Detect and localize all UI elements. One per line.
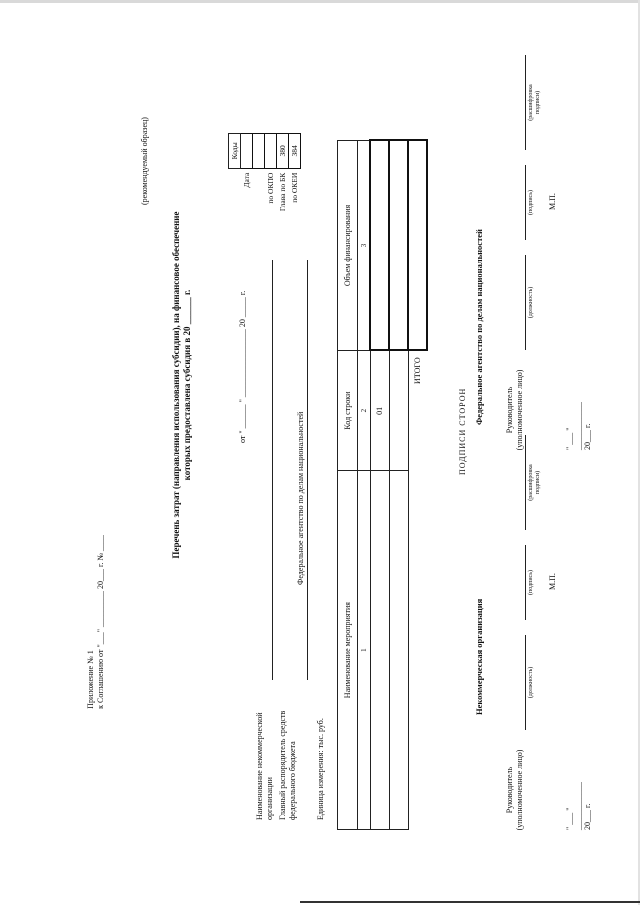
codes-label <box>253 168 265 227</box>
head-label: Руководитель <box>505 386 514 434</box>
codes-label: по ОКПО <box>266 172 275 204</box>
codes-value <box>241 134 253 169</box>
caption-signature: (подпись) <box>528 190 534 215</box>
codes-row <box>289 134 301 228</box>
appendix-line-1: Приложение № 1 <box>86 650 95 709</box>
codes-row <box>253 134 265 228</box>
title-line-2: которых предоставлена субсидия в 20 ______ г. <box>182 289 192 481</box>
position-line[interactable] <box>525 255 526 350</box>
signature-date: " ___ " ____________ 20___ г. <box>565 782 592 830</box>
title-line-1: Перечень затрат (направления использования субсидии), на финансовое обеспечение <box>171 211 181 559</box>
head-label: Руководитель <box>505 766 514 814</box>
org-name-label: Наименование некоммерческой организации <box>255 712 274 820</box>
codes-value <box>253 134 265 169</box>
signature-line[interactable] <box>525 165 526 240</box>
column-number: 3 <box>358 141 371 351</box>
sample-note: (рекомендуемый образец) <box>140 117 149 205</box>
row-name-cell[interactable] <box>370 471 389 830</box>
position-line[interactable] <box>525 635 526 730</box>
table-row <box>370 1 389 830</box>
left-party-name: Некоммерческая организация <box>474 598 484 715</box>
signatures-title: ПОДПИСИ СТОРОН <box>458 387 467 475</box>
appendix-line-2: к Соглашению от "___" _________ 20___ г. № ____ <box>96 535 105 709</box>
decode-line[interactable] <box>525 55 526 150</box>
codes-row <box>265 134 277 228</box>
codes-label: по ОКЕИ <box>290 172 299 203</box>
stamp-place: М.П. <box>548 573 557 590</box>
column-number: 1 <box>358 471 371 830</box>
right-party-name: Федеральное агентство по делам национальностей <box>474 229 484 425</box>
signature-line[interactable] <box>525 545 526 620</box>
signature-date: " ___ " ____________ 20___ г. <box>565 402 592 450</box>
codes-row <box>277 134 289 228</box>
document-date-line: от " ______ " _________________ 20 _____ г. <box>238 290 247 443</box>
codes-box <box>228 133 301 227</box>
gr-value: Федеральное агентство по делам национальностей <box>296 411 305 585</box>
column-header-name: Наименование мероприятия <box>338 471 358 830</box>
row-amount-cell[interactable] <box>370 141 389 351</box>
expenses-table <box>337 0 428 830</box>
org-name-underline <box>272 260 273 680</box>
table-number-row <box>358 1 371 830</box>
codes-header-row <box>229 134 241 228</box>
column-header-amount: Объем финансирования <box>338 141 358 351</box>
codes-value: 380 <box>277 134 289 169</box>
total-amount-cell[interactable] <box>408 141 427 351</box>
decode-line[interactable] <box>525 435 526 530</box>
codes-label: Дата <box>242 172 251 188</box>
codes-table <box>228 133 301 227</box>
codes-value: 384 <box>289 134 301 169</box>
codes-header: Коды <box>229 134 241 169</box>
unit-label: Единица измерения: тыс. руб. <box>316 718 325 820</box>
row-code-cell: 01 <box>370 350 389 470</box>
table-header-row <box>338 1 358 830</box>
gr-underline <box>307 260 308 680</box>
document-title <box>171 105 193 665</box>
appendix-reference <box>86 535 106 709</box>
caption-signature: (подпись) <box>528 570 534 595</box>
caption-position: (должность) <box>528 666 534 699</box>
head-sublabel: (уполномоченное лицо) <box>515 749 524 831</box>
gr-label: Главный распорядитель средств федерального бюджета <box>278 710 297 820</box>
column-header-code: Код строки <box>338 350 358 470</box>
total-label: ИТОГО <box>413 357 423 384</box>
column-number: 2 <box>358 350 371 470</box>
head-sublabel: (уполномоченное лицо) <box>515 369 524 451</box>
table-row-empty <box>389 1 408 830</box>
caption-decode: (расшифровка подписи) <box>528 84 541 121</box>
table-total-row <box>408 1 427 830</box>
codes-label: Глава по БК <box>278 172 287 212</box>
caption-position: (должность) <box>528 286 534 319</box>
caption-decode: (расшифровка подписи) <box>528 464 541 501</box>
codes-value <box>265 134 277 169</box>
codes-row <box>241 134 253 228</box>
stamp-place: М.П. <box>548 193 557 210</box>
